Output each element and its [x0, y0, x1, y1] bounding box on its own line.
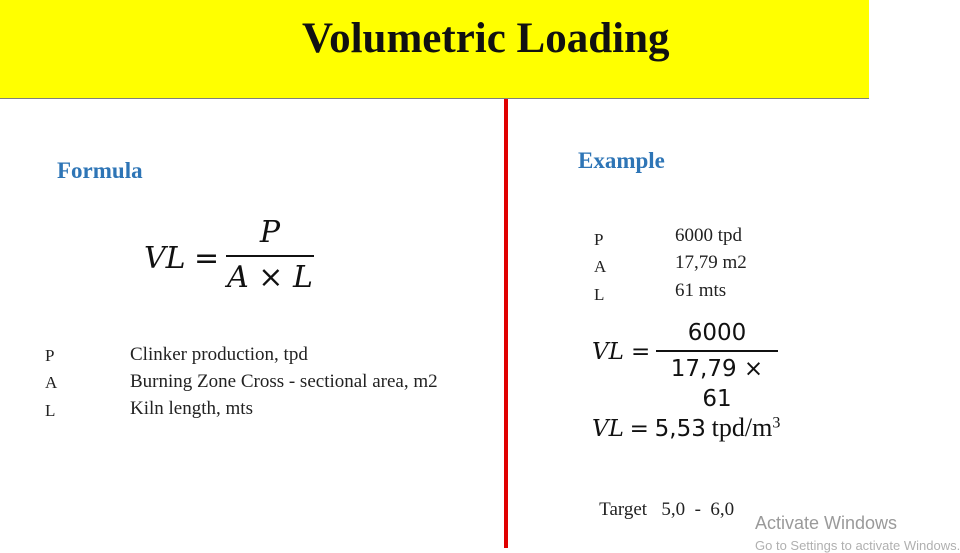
calc-fraction [656, 318, 778, 414]
activation-watermark-sub: Go to Settings to activate Windows. [755, 538, 960, 553]
input-value: 17,79 m2 [675, 252, 747, 273]
formula-equals: = [194, 241, 220, 276]
legend-description: Clinker production, tpd [130, 344, 308, 365]
result-equals: = [629, 416, 649, 442]
result-unit: tpd/m [711, 413, 773, 442]
calc-numerator: 6000 [687, 320, 747, 346]
formula-denominator: A × L [227, 260, 313, 295]
target-row [590, 477, 734, 521]
calc-lhs: VL [592, 339, 624, 365]
input-symbol: L [594, 285, 605, 304]
example-result [592, 413, 780, 443]
legend-symbol: P [45, 346, 55, 365]
activation-watermark: Activate Windows [755, 513, 898, 533]
result-value: 5,53 [654, 416, 706, 442]
target-label: Target [599, 499, 648, 520]
calc-equals: = [631, 339, 651, 365]
input-value: 6000 tpd [675, 225, 743, 246]
formula-lhs: VL [144, 241, 186, 276]
input-symbol: A [594, 257, 607, 276]
fraction-bar [656, 350, 778, 352]
legend-description: Burning Zone Cross - sectional area, m2 [130, 371, 438, 392]
legend-symbol: A [45, 373, 58, 392]
fraction-bar [226, 255, 314, 257]
input-value: 61 mts [675, 280, 727, 301]
result-exponent: 3 [772, 414, 781, 432]
title-banner [0, 0, 869, 99]
calc-denominator: 17,79 × 61 [670, 356, 764, 412]
legend-symbol: L [45, 401, 56, 420]
example-heading: Example [578, 148, 665, 173]
input-symbol: P [594, 230, 604, 249]
formula-fraction [226, 214, 314, 297]
formula-heading: Formula [57, 158, 143, 183]
column-divider [504, 99, 508, 548]
result-lhs: VL [592, 416, 624, 442]
target-range: 5,0 - 6,0 [661, 499, 735, 520]
page-title: Volumetric Loading [302, 15, 670, 62]
legend-description: Kiln length, mts [130, 398, 253, 419]
formula-numerator: P [259, 215, 281, 250]
